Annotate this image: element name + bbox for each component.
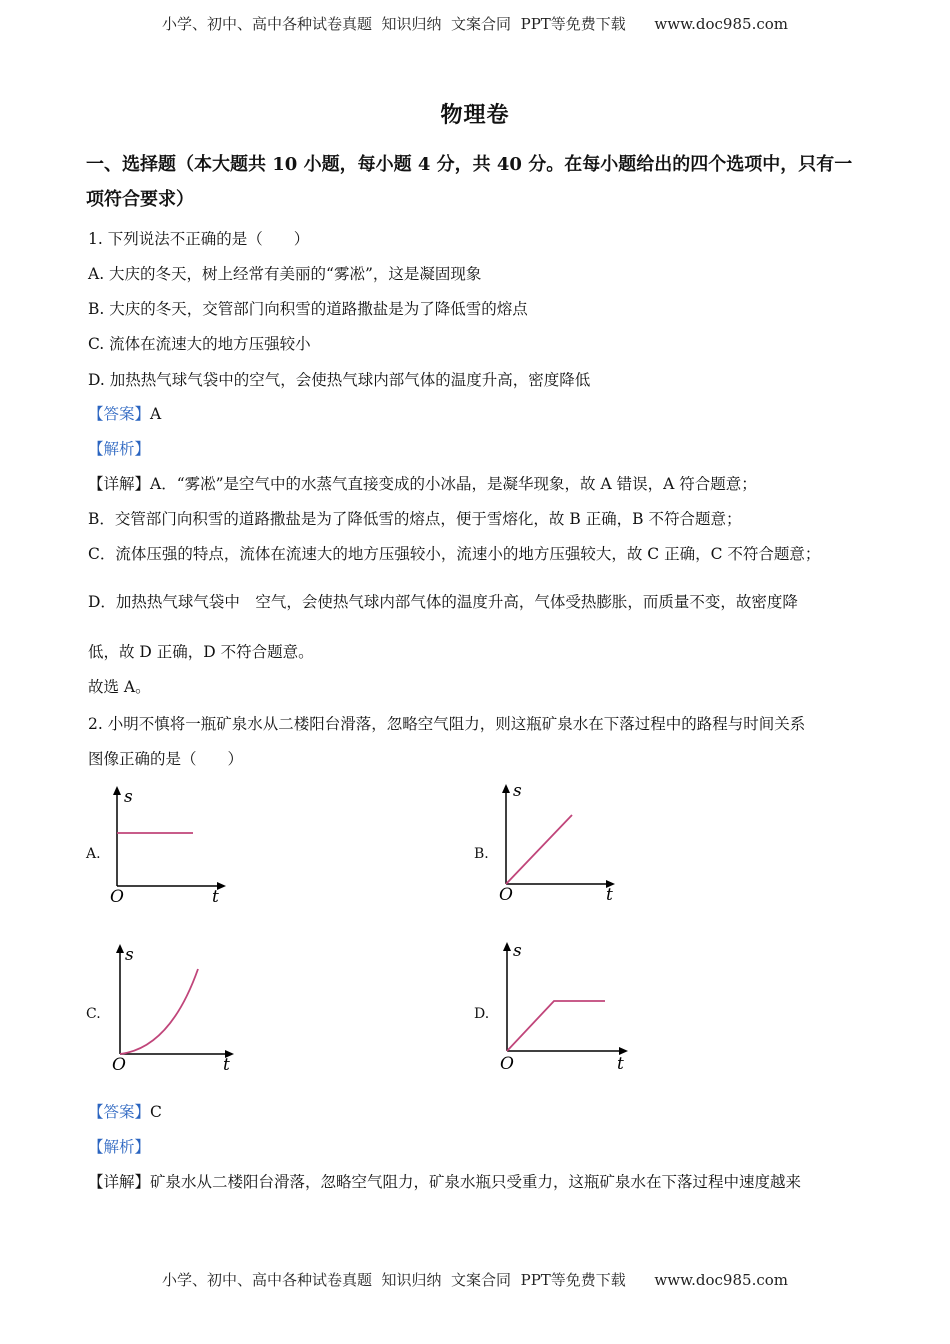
y-axis-label: s — [513, 781, 522, 801]
question-1-detail-line-3: C．流体压强的特点，流体在流速大的地方压强较小，流速小的地方压强较大，故 C 正确，C 不符合题意； — [88, 545, 821, 563]
question-1-option-a: A. 大庆的冬天，树上经常有美丽的“雾凇”，这是凝固现象 — [88, 265, 482, 283]
graph-option-a — [100, 778, 230, 908]
graph-option-d — [489, 936, 634, 1074]
y-axis-arrow — [502, 784, 510, 793]
question-1-option-d: D. 加热热气球气袋中的空气，会使热气球内部气体的温度升高，密度降低 — [88, 371, 591, 389]
question-1-option-c: C. 流体在流速大的地方压强较小 — [88, 335, 311, 353]
detail-text: 矿泉水从二楼阳台滑落，忽略空气阻力，矿泉水瓶只受重力，这瓶矿泉水在下落过程中速度越来 — [150, 1173, 802, 1191]
detail-tag: 【详解】 — [88, 475, 151, 493]
analysis-tag: 【解析】 — [88, 1138, 151, 1156]
detail-text: A．“雾凇”是空气中的水蒸气直接变成的小冰晶，是凝华现象，故 A 错误，A 符合题意； — [150, 475, 757, 493]
answer-tag: 【答案】 — [88, 405, 151, 423]
y-axis-label: s — [513, 941, 522, 961]
graph-option-b — [489, 776, 619, 906]
origin-label: O — [110, 887, 124, 907]
y-axis-arrow — [503, 942, 511, 951]
option-a-label: A. — [86, 846, 101, 862]
question-1-detail-line-4: D．加热热气球气袋中 空气，会使热气球内部气体的温度升高，气体受热膨胀，而质量不变，故密度降 — [88, 593, 798, 611]
section-heading: 一、选择题（本大题共 10 小题，每小题 4 分，共 40 分。在每小题给出的四个选项中，只有一项符合要求） — [86, 154, 853, 210]
detail-tag: 【详解】 — [88, 1173, 151, 1191]
x-axis-label: t — [606, 885, 613, 905]
page-footer: 小学、初中、高中各种试卷真题 知识归纳 文案合同 PPT等免费下载 www.doc985.com — [161, 1271, 788, 1289]
x-axis-label: t — [212, 887, 219, 907]
analysis-tag: 【解析】 — [88, 440, 151, 458]
x-axis-label: t — [617, 1054, 624, 1074]
graph-b-curve — [506, 815, 572, 884]
origin-label: O — [500, 1054, 514, 1074]
question-1-detail-line-1 — [88, 472, 757, 494]
y-axis-arrow — [113, 786, 121, 795]
question-1-stem: 1. 下列说法不正确的是（ ） — [88, 230, 310, 248]
question-1-detail-line-2: B．交管部门向积雪的道路撒盐是为了降低雪的熔点，便于雪熔化，故 B 正确，B 不符合题意； — [88, 510, 742, 528]
question-2-analysis — [88, 1135, 150, 1157]
origin-label: O — [499, 885, 513, 905]
x-axis-label: t — [223, 1055, 230, 1073]
option-b-label: B. — [474, 846, 489, 862]
question-2-answer — [88, 1100, 162, 1122]
y-axis-label: s — [125, 945, 134, 965]
y-axis-arrow — [116, 944, 124, 953]
question-1-answer — [88, 402, 161, 424]
graph-d-curve — [507, 1001, 605, 1051]
question-1-option-b: B. 大庆的冬天，交管部门向积雪的道路撒盐是为了降低雪的熔点 — [88, 300, 528, 318]
page-header: 小学、初中、高中各种试卷真题 知识归纳 文案合同 PPT等免费下载 www.doc985.com — [161, 15, 788, 33]
question-1-analysis — [88, 437, 150, 459]
option-c-label: C. — [86, 1006, 101, 1022]
question-2-stem-line-2: 图像正确的是（ ） — [88, 750, 244, 768]
option-d-label: D. — [474, 1006, 490, 1022]
answer-value: A — [150, 405, 162, 423]
y-axis-label: s — [124, 787, 133, 807]
question-2-detail-line-1 — [88, 1170, 801, 1192]
answer-tag: 【答案】 — [88, 1103, 151, 1121]
origin-label: O — [112, 1055, 126, 1073]
page-title: 物理卷 — [440, 102, 510, 128]
question-1-detail-line-6: 故选 A。 — [88, 678, 151, 696]
graph-c-curve — [120, 969, 198, 1054]
question-2-stem-line-1: 2. 小明不慎将一瓶矿泉水从二楼阳台滑落，忽略空气阻力，则这瓶矿泉水在下落过程中的路程与时间关系 — [88, 715, 806, 733]
graph-option-c — [100, 938, 240, 1073]
question-1-detail-line-5: 低，故 D 正确，D 不符合题意。 — [88, 643, 314, 661]
answer-value: C — [150, 1103, 162, 1121]
